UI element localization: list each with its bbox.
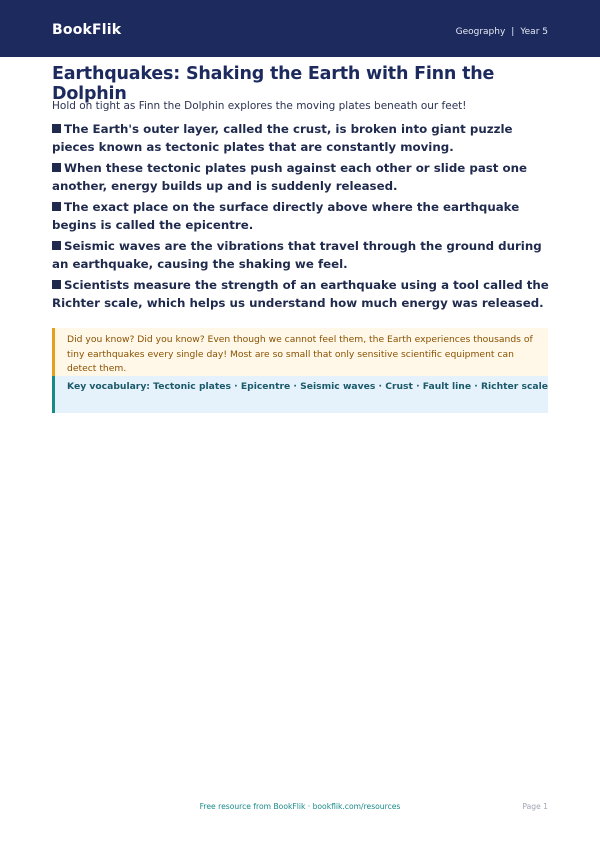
brand-logo[interactable]: BookFlik xyxy=(52,22,122,38)
fact-item xyxy=(52,199,552,234)
subject-label: Geography xyxy=(455,27,506,37)
square-bullet-icon xyxy=(52,280,61,289)
did-you-know-callout xyxy=(52,328,548,376)
header-bar xyxy=(0,0,600,57)
intro-text: Hold on tight as Finn the Dolphin explores the moving plates beneath our feet! xyxy=(52,100,467,112)
footer-credit[interactable]: Free resource from BookFlik · bookflik.com/resources xyxy=(199,802,401,811)
key-vocabulary-box xyxy=(52,376,548,413)
subject-year xyxy=(456,27,548,37)
fact-text: When these tectonic plates push against each other or slide past one another, energy builds up and is suddenly released. xyxy=(52,161,528,193)
square-bullet-icon xyxy=(52,163,61,172)
fact-text: Seismic waves are the vibrations that travel through the ground during an earthquake, causing the shaking we feel. xyxy=(52,239,542,271)
fact-text: The exact place on the surface directly above where the earthquake begins is called the epicentre. xyxy=(52,200,520,232)
page-title: Earthquakes: Shaking the Earth with Finn the Dolphin xyxy=(52,64,495,104)
fact-item xyxy=(52,121,552,156)
year-label: Year 5 xyxy=(520,27,548,37)
square-bullet-icon xyxy=(52,202,61,211)
page-number: Page 1 xyxy=(522,802,548,811)
meta-separator: | xyxy=(511,27,515,37)
fact-item xyxy=(52,277,552,312)
vocabulary-text: Key vocabulary: Tectonic plates · Epicentre · Seismic waves · Crust · Fault line · Richter scale xyxy=(67,381,548,392)
fact-text: Scientists measure the strength of an earthquake using a tool called the Richter scale, which helps us understand how much energy was released. xyxy=(52,278,549,310)
fact-text: The Earth's outer layer, called the crust, is broken into giant puzzle pieces known as tectonic plates that are constantly moving. xyxy=(52,122,513,154)
square-bullet-icon xyxy=(52,241,61,250)
callout-text: Did you know? Did you know? Even though we cannot feel them, the Earth experiences thousands of tiny earthquakes every single day! Most are so small that only sensitive scientific equipment can detect them. xyxy=(67,334,533,374)
fact-list xyxy=(52,121,552,316)
fact-item xyxy=(52,238,552,273)
square-bullet-icon xyxy=(52,124,61,133)
fact-item xyxy=(52,160,552,195)
